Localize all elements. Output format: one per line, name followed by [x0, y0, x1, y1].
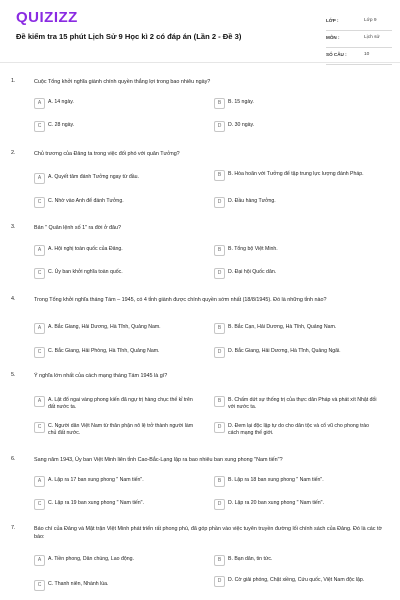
question-number: 2. [11, 150, 16, 156]
meta-label: LỚP : [326, 18, 339, 23]
question-text: Chủ trương của Đảng ta trong việc đối phó với quân Tưởng? [34, 151, 180, 157]
option-text: B. Chấm dứt sự thống trị của thực dân Pháp và phát xít Nhật đối với nước ta. [228, 397, 377, 410]
question-number: 5. [11, 372, 16, 378]
option-letter-box[interactable]: C [34, 580, 45, 591]
option-letter-box[interactable]: D [214, 197, 225, 208]
question-number: 3. [11, 224, 16, 230]
option-letter-box[interactable]: D [214, 499, 225, 510]
option-text: D. Lập ra 20 ban xung phong " Nam tiến". [228, 500, 324, 506]
option-text: D. Đầu hàng Tưởng. [228, 198, 276, 204]
option-text: A. Lật đổ ngai vàng phong kiến đã ngự trị hàng chục thế kỉ trên đất nước ta. [48, 397, 193, 410]
option-letter-box[interactable]: B [214, 555, 225, 566]
option-letter-box[interactable]: B [214, 98, 225, 109]
option-text: C. Người dân Việt Nam từ thân phận nô lệ trở thành người làm chủ đất nước. [48, 423, 194, 436]
option-text: D. Cờ giải phóng, Chặt xiềng, Cứu quốc, Việt Nam độc lập. [228, 577, 365, 583]
option-text: A. Hội nghị toàn quốc của Đảng. [48, 246, 123, 252]
option-text: C. Lập ra 19 ban xung phong " Nam tiến". [48, 500, 144, 506]
option-text: D. 30 ngày. [228, 122, 255, 128]
meta-label: MÔN : [326, 35, 340, 40]
option-text: B. Hòa hoãn với Tưởng để tập trung lực lượng đánh Pháp. [228, 171, 364, 177]
option-letter-box[interactable]: C [34, 121, 45, 132]
option-text: D. Bắc Giang, Hải Dương, Hà Tĩnh, Quảng Ngãi. [228, 348, 341, 354]
option-letter-box[interactable]: A [34, 98, 45, 109]
option-letter-box[interactable]: B [214, 396, 225, 407]
option-text: B. Bạn dân, tin tức. [228, 556, 273, 562]
option-text: C. Nhờ vào Anh để đánh Tưởng. [48, 198, 124, 204]
option-letter-box[interactable]: B [214, 323, 225, 334]
option-text: A. Quyết tâm đánh Tưởng ngay từ đầu. [48, 174, 139, 180]
option-letter-box[interactable]: D [214, 422, 225, 433]
question-number: 4. [11, 296, 16, 302]
option-text: C. Thanh niên, Nhành lúa. [48, 581, 109, 587]
option-letter-box[interactable]: B [214, 245, 225, 256]
option-text: C. Ủy ban khởi nghĩa toàn quốc. [48, 269, 123, 275]
option-letter-box[interactable]: A [34, 323, 45, 334]
option-letter-box[interactable]: A [34, 476, 45, 487]
option-letter-box[interactable]: D [214, 121, 225, 132]
option-text: D. Đại hội Quốc dân. [228, 269, 277, 275]
question-text: Báo chí của Đảng và Mặt trận Việt Minh phát triển rất phong phú, đã góp phần vào việc tuyên truyền đường lối chính sách của Đảng. Đó là các tờ báo: [34, 526, 383, 540]
option-letter-box[interactable]: B [214, 170, 225, 181]
option-text: C. Bắc Giang, Hải Phòng, Hà Tĩnh, Quảng Nam. [48, 348, 160, 354]
page-title: Đề kiểm tra 15 phút Lịch Sử 9 Học kì 2 có đáp án (Lần 2 - Đề 3) [16, 32, 242, 41]
option-text: A. Lập ra 17 ban xung phong " Nam tiến". [48, 477, 144, 483]
option-text: D. Đem lại độc lập tự do cho dân tộc và cổ vũ cho phong trào cách mạng thế giới. [228, 423, 370, 436]
option-letter-box[interactable]: A [34, 396, 45, 407]
question-number: 6. [11, 456, 16, 462]
header-divider [0, 62, 400, 63]
option-text: B. 15 ngày. [228, 99, 254, 105]
question-number: 1. [11, 78, 16, 84]
meta-value: Lịch sử [364, 35, 380, 40]
question-number: 7. [11, 525, 16, 531]
question-text: Sang năm 1943, Ủy ban Việt Minh liên tỉnh Cao-Bắc-Lạng lập ra bao nhiêu ban xung phong "Nam tiến"? [34, 457, 283, 463]
question-text: Trong Tổng khởi nghĩa tháng Tám – 1945, có 4 tỉnh giành được chính quyền sớm nhất (18/8/1945). Đó là những tỉnh nào? [34, 297, 327, 303]
option-letter-box[interactable]: C [34, 197, 45, 208]
option-text: A. Bắc Giang, Hải Dương, Hà Tĩnh, Quảng Nam. [48, 324, 161, 330]
option-letter-box[interactable]: B [214, 476, 225, 487]
option-letter-box[interactable]: C [34, 347, 45, 358]
option-letter-box[interactable]: A [34, 245, 45, 256]
quizizz-logo[interactable]: QUIZIZZ [16, 9, 78, 26]
meta-value: 10 [364, 52, 370, 57]
option-text: A. 14 ngày. [48, 99, 74, 105]
option-letter-box[interactable]: C [34, 422, 45, 433]
option-letter-box[interactable]: D [214, 576, 225, 587]
question-text: Ý nghĩa lớn nhất của cách mạng tháng Tám 1945 là gì? [34, 373, 168, 379]
meta-row-subject [326, 31, 392, 48]
header [0, 0, 400, 60]
option-letter-box[interactable]: A [34, 173, 45, 184]
meta-label: SỐ CÂU : [326, 52, 347, 57]
meta-panel [326, 14, 392, 65]
option-text: B. Bắc Cạn, Hải Dương, Hà Tĩnh, Quảng Nam. [228, 324, 337, 330]
option-text: A. Tiền phong, Dân chúng, Lao động. [48, 556, 134, 562]
meta-row-class [326, 14, 392, 31]
question-text: Bản " Quân lệnh số 1" ra đời ở đâu? [34, 225, 122, 231]
option-text: B. Tổng bộ Việt Minh. [228, 246, 278, 252]
option-text: C. 28 ngày. [48, 122, 75, 128]
option-letter-box[interactable]: C [34, 499, 45, 510]
question-text: Cuộc Tổng khởi nghĩa giành chính quyền thắng lợi trong bao nhiêu ngày? [34, 79, 211, 85]
meta-value: Lớp 9 [364, 18, 377, 23]
option-letter-box[interactable]: C [34, 268, 45, 279]
option-letter-box[interactable]: A [34, 555, 45, 566]
option-letter-box[interactable]: D [214, 268, 225, 279]
option-letter-box[interactable]: D [214, 347, 225, 358]
option-text: B. Lập ra 18 ban xung phong " Nam tiến". [228, 477, 324, 483]
